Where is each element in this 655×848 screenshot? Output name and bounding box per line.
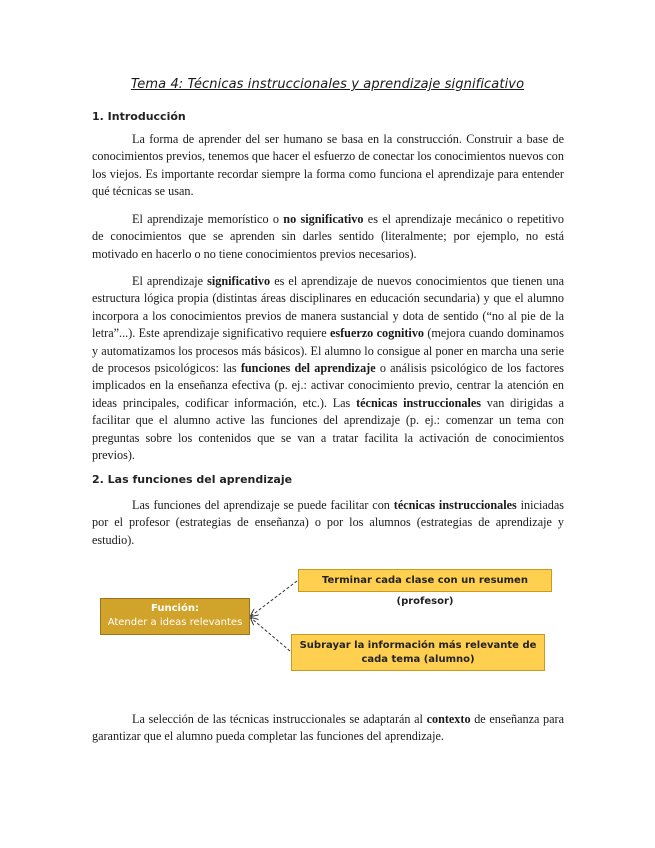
technique-box-student <box>291 634 545 671</box>
paragraph-intro-2: El aprendizaje memorístico o no significativo es el aprendizaje mecánico o repetitivo de conocimientos que se aprenden sin darles sentido (literalmente; por ejemplo, no está motivado en hacerlo o no tiene conocimientos previos necesarios). <box>92 212 564 261</box>
paragraph-intro-3: El aprendizaje significativo es el aprendizaje de nuevos conocimientos que tienen una estructura lógica propia (distintas áreas disciplinares en educación secundaria) y que el alumno incorpora a los conocimientos previos de manera sustancial y dota de sentido (“no al pie de la letra”...). Este aprendizaje significativo requiere esfuerzo cognitivo (mejora cuando dominamos y automatizamos los procesos más básicos). El alumno lo consigue al poner en marcha una serie de procesos psicológicos: las funciones del aprendizaje o análisis psicológico de los factores implicados en la enseñanza efectiva (p. ej.: activar conocimiento previo, centrar la atención en ideas principales, codificar información, etc.). Las técnicas instruccionales van dirigidas a facilitar que el alumno active las funciones del aprendizaje (p. ej.: comenzar un tema con preguntas sobre los contenidos que se van a tratar facilita la activación de conocimientos previos). <box>92 274 565 463</box>
technique-box-student-line1: Subrayar la información más relevante de <box>299 640 537 651</box>
paragraph-funciones-2: La selección de las técnicas instruccionales se adaptarán al contexto de enseñanza para garantizar que el alumno pueda completar las funciones del aprendizaje. <box>92 712 564 744</box>
technique-box-professor: Terminar cada clase con un resumen (profesor) <box>298 569 552 592</box>
section-heading-funciones: 2. Las funciones del aprendizaje <box>92 473 293 486</box>
function-value: Atender a ideas relevantes <box>107 617 243 628</box>
function-label: Función: <box>151 603 199 614</box>
paragraph-funciones-1: Las funciones del aprendizaje se puede facilitar con técnicas instruccionales iniciadas por el profesor (estrategias de enseñanza) o por los alumnos (estrategias de aprendizaje y estudio). <box>92 498 564 547</box>
page-title: Tema 4: Técnicas instruccionales y aprendizaje significativo <box>130 77 525 92</box>
section-heading-introduccion: 1. Introducción <box>92 110 186 123</box>
function-box <box>100 598 250 635</box>
paragraph-intro-1: La forma de aprender del ser humano se basa en la construcción. Construir a base de conocimientos previos, tenemos que hacer el esfuerzo de conectar los conocimientos nuevos con los viejos. Es importante recordar siempre la forma como funciona el aprendizaje para entender qué técnicas se usan. <box>92 132 564 199</box>
technique-box-student-line2: cada tema (alumno) <box>361 654 475 665</box>
